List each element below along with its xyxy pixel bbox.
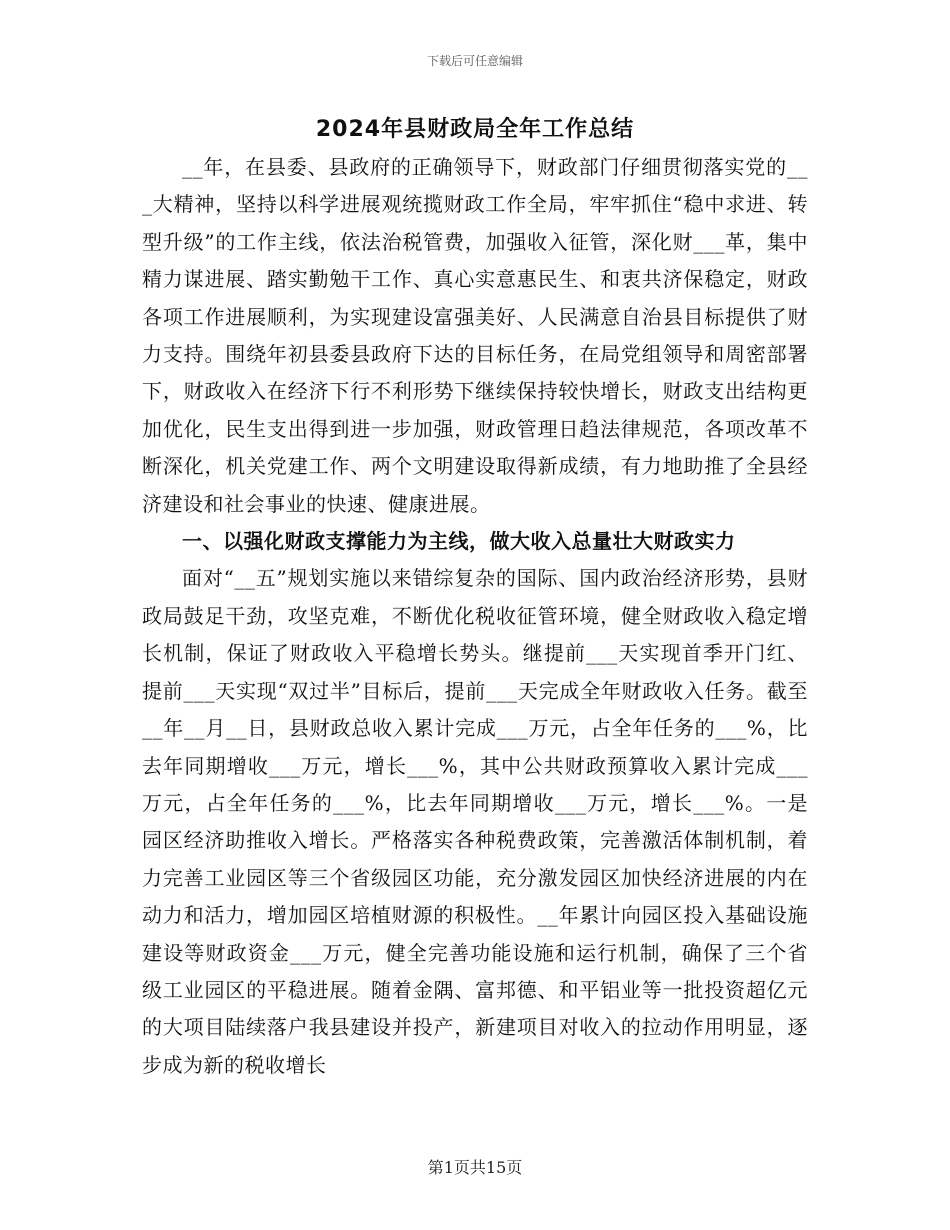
section-1-paragraph: 面对“__五”规划实施以来错综复杂的国际、国内政治经济形势，县财政局鼓足干劲，攻坚克难，不断优化税收征管环境，健全财政收入稳定增长机制，保证了财政收入平稳增长势头。继提前___天实现首季开门红、提前___天实现“双过半”目标后，提前___天完成全年财政收入任务。截至__年__月__日，县财政总收入累计完成___万元，占全年任务的___%，比去年同期增收___万元，增长___%，其中公共财政预算收入累计完成___万元，占全年任务的___%，比去年同期增收___万元，增长___%。一是园区经济助推收入增长。严格落实各种税费政策，完善激活体制机制，着力完善工业园区等三个省级园区功能，充分激发园区加快经济进展的内在动力和活力，增加园区培植财源的积极性。__年累计向园区投入基础设施建设等财政资金___万元，健全完善功能设施和运行机制，确保了三个省级工业园区的平稳进展。随着金隅、富邦德、和平铝业等一批投资超亿元的大项目陆续落户我县建设并投产，新建项目对收入的拉动作用明显，逐步成为新的税收增长 bbox=[142, 566, 808, 1077]
document-title: 2024年县财政局全年工作总结 bbox=[315, 117, 635, 142]
document-body bbox=[142, 149, 808, 1084]
intro-paragraph: __年，在县委、县政府的正确领导下，财政部门仔细贯彻落实党的___大精神，坚持以科学进展观统揽财政工作全局，牢牢抓住“稳中求进、转型升级”的工作主线，依法治税管费，加强收入征管，深化财___革，集中精力谋进展、踏实勤勉干工作、真心实意惠民生、和衷共济保稳定，财政各项工作进展顺利，为实现建设富强美好、人民满意自治县目标提供了财力支持。围绕年初县委县政府下达的目标任务，在局党组领导和周密部署下，财政收入在经济下行不利形势下继续保持较快增长，财政支出结构更加优化，民生支出得到进一步加强，财政管理日趋法律规范，各项改革不断深化，机关党建工作、两个文明建设取得新成绩，有力地助推了全县经济建设和社会事业的快速、健康进展。 bbox=[142, 155, 808, 516]
page-header-note: 下载后可任意编辑 bbox=[426, 54, 523, 68]
section-heading-1: 一、以强化财政支撑能力为主线，做大收入总量壮大财政实力 bbox=[182, 529, 736, 554]
page-number-footer: 第1页共15页 bbox=[427, 1158, 523, 1177]
